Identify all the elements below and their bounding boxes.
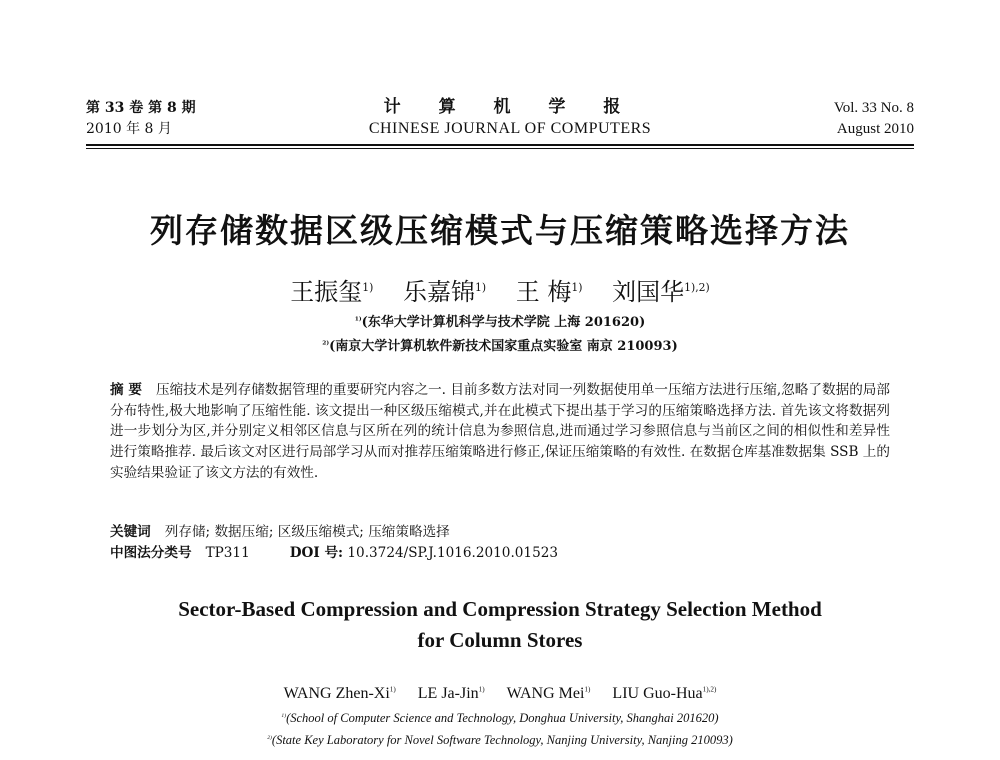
paper-title-cn: 列存储数据区级压缩模式与压缩策略选择方法	[150, 211, 850, 250]
classification-label: 中图法分类号	[110, 544, 192, 561]
doi-value: 10.3724/SP.J.1016.2010.01523	[347, 544, 559, 561]
affiliation-cn-2: $^{2)}$(南京大学计算机软件新技术国家重点实验室 南京 210093)	[322, 339, 678, 354]
author-cn: 刘国华$^{1),2)}$	[612, 278, 710, 306]
keywords-label: 关键词	[110, 524, 151, 540]
header-right	[834, 98, 914, 140]
author-cn: 乐嘉锦$^{1)}$	[403, 278, 487, 306]
affiliation-en-1: $^{1)}$(School of Computer Science and Technology, Donghua University, Shanghai 201620)	[281, 711, 719, 725]
keywords-line	[110, 522, 890, 543]
affiliation-cn-1: $^{1)}$(东华大学计算机科学与技术学院 上海 201620)	[354, 315, 646, 330]
date-cn: 2010 年 8 月	[86, 121, 172, 137]
classification-value: TP311	[205, 544, 250, 561]
journal-header	[300, 96, 720, 140]
paper-title-en-line1: Sector-Based Compression and Compression Strategy Selection Method	[178, 597, 822, 621]
volume-issue-cn: 第 33 卷 第 8 期	[86, 100, 196, 116]
date-en: August 2010	[836, 121, 914, 137]
author-en: LIU Guo-Hua$^{1),2)}$	[612, 685, 717, 702]
author-cn: 王 梅$^{1)}$	[515, 278, 583, 306]
header-rule-thick	[86, 144, 914, 146]
paper-title-en-line2: for Column Stores	[417, 628, 583, 652]
classification-line	[110, 543, 890, 564]
abstract-text: 压缩技术是列存储数据管理的重要研究内容之一. 目前多数方法对同一列数据使用单一压缩方法进行压缩,忽略了数据的局部分布特性,极大地影响了压缩性能. 该文提出一种区级压缩模式,并在此模式下提出基于学习的压缩策略选择方法. 首先该文将数据列进一步划分为区,并分别定义相邻区信息与区所在列的统计信息为参照信息,进而通过学习参照信息与当前区之间的相似性和差异性进行策略推荐. 最后该文对区进行局部学习从而对推荐压缩策略进行修正,保证压缩策略的有效性. 在数据仓库基准数据集 SSB 上的实验结果验证了该文方法的有效性.	[110, 382, 891, 481]
keywords-block	[110, 522, 890, 563]
affiliation-en-2: $^{2)}$(State Key Laboratory for Novel Software Technology, Nanjing University, Nanjing 210093)	[267, 733, 733, 747]
journal-name-en: CHINESE JOURNAL OF COMPUTERS	[368, 120, 652, 137]
volume-issue-en: Vol. 33 No. 8	[833, 100, 914, 116]
author-list-en	[150, 685, 850, 703]
author-en: WANG Zhen-Xi$^{1)}$	[283, 685, 396, 702]
keywords-text: 列存储; 数据压缩; 区级压缩模式; 压缩策略选择	[164, 524, 450, 540]
author-cn: 王振玺$^{1)}$	[290, 278, 374, 306]
abstract-cn	[110, 380, 890, 484]
paper-title-en	[80, 594, 920, 656]
author-en: LE Ja-Jin$^{1)}$	[417, 685, 485, 702]
header-rule-thin	[86, 148, 914, 149]
abstract-label: 摘 要	[110, 382, 142, 398]
author-en: WANG Mei$^{1)}$	[506, 685, 591, 702]
header-left	[86, 98, 196, 140]
journal-name-cn: 计 算 机 学 报	[383, 97, 637, 117]
doi-label: DOI 号:	[289, 544, 344, 561]
author-list-cn	[200, 272, 800, 307]
